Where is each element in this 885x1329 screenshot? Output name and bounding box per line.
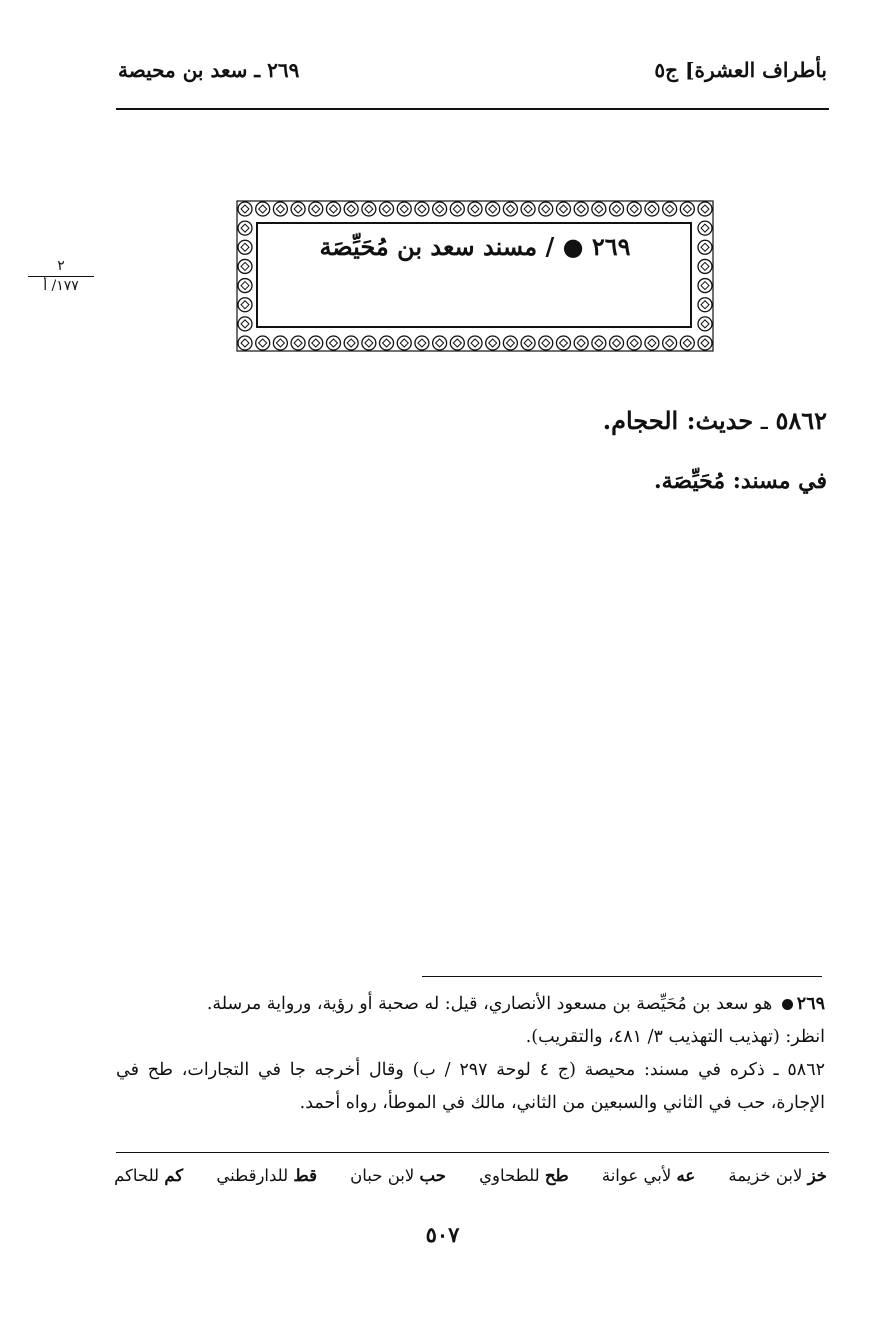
bullet-icon [782,999,793,1010]
section-title: ٢٦٩ ● / مسند سعد بن مُحَيِّصَة [319,232,631,261]
margin-note-number: ٢ [28,258,94,277]
hadith-text: حديث: الحجام. [602,406,754,435]
running-header-book: بأطراف العشرة] ج٥ [654,58,827,82]
footnote-1 [116,988,825,1021]
hadith-number: ٥٨٦٢ [775,406,827,435]
hadith-musnad: في مسند: مُحَيِّصَة. [653,468,827,494]
running-header-section: ٢٦٩ ـ سعد بن محيصة [118,58,300,82]
abbrev-item: كم للحاكم [114,1166,184,1185]
abbreviations-rule [116,1152,829,1153]
abbrev-item: حب لابن حبان [350,1166,446,1185]
footnote-1-number: ٢٦٩ [796,994,825,1014]
page-number: ٥٠٧ [425,1222,460,1247]
abbrev-item: قط للدارقطني [216,1166,317,1185]
abbrev-item: خز لابن خزيمة [728,1166,827,1185]
abbrev-item: طح للطحاوي [479,1166,569,1185]
manuscript-margin-note [28,258,94,294]
footnote-rule [422,976,822,977]
hadith-entry [603,406,827,435]
section-title-frame [236,200,714,352]
header-rule [116,108,829,110]
footnotes [116,988,825,1120]
footnote-3: ٥٨٦٢ ـ ذكره في مسند: محيصة (ج ٤ لوحة ٢٩٧ / ب) وقال أخرجه جا في التجارات، طح في الإجارة، حب في الثاني والسبعين من الثاني، مالك في الموطأ، رواه أحمد. [116,1060,826,1113]
abbreviations-key [114,1166,827,1185]
abbrev-item: عه لأبي عوانة [601,1166,696,1185]
footnote-1-text: هو سعد بن مُحَيِّصة بن مسعود الأنصاري، قيل: له صحبة أو رؤية، ورواية مرسلة. [206,994,773,1014]
margin-note-folio: ١٧٧/ أ [43,278,79,294]
hadith-dash: ـ [753,407,768,435]
footnote-2: انظر: (تهذيب التهذيب ٣/ ٤٨١، والتقريب). [525,1027,825,1047]
